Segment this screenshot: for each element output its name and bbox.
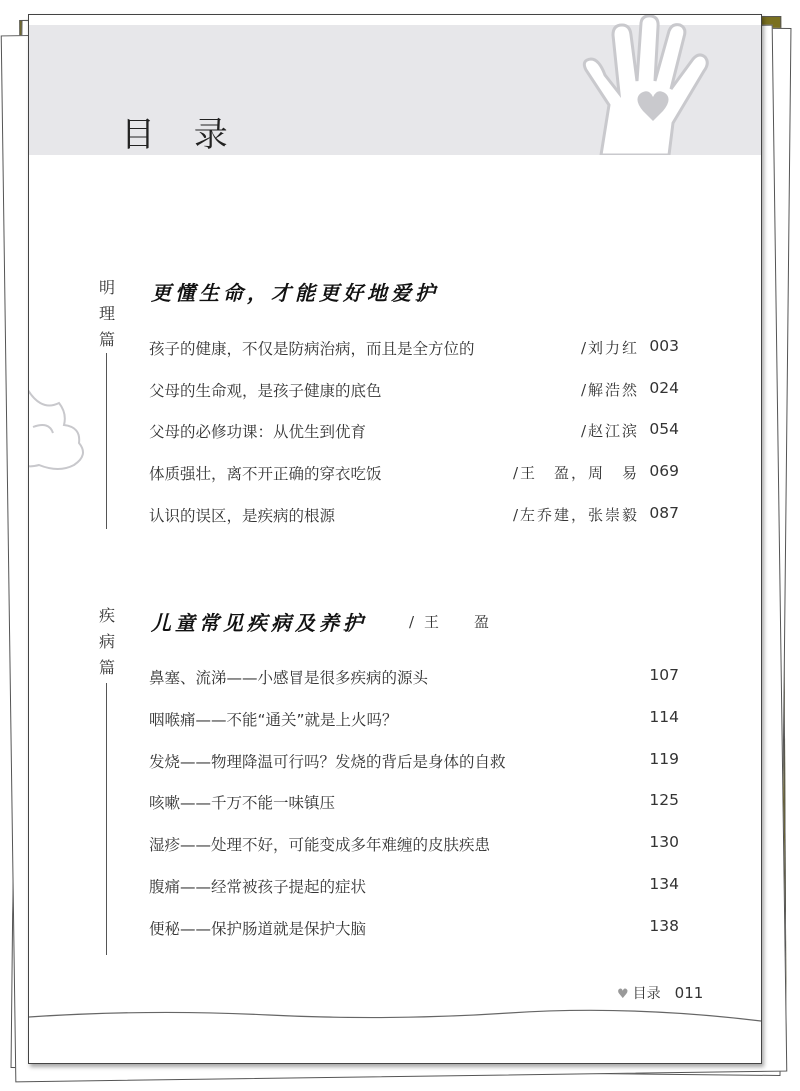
toc-entry[interactable] xyxy=(149,420,679,444)
section-label-char: 理 xyxy=(98,304,115,323)
entry-title: 咳嗽——千万不能一味镇压 xyxy=(149,794,336,812)
entry-title: 鼻塞、流涕——小感冒是很多疾病的源头 xyxy=(149,669,429,687)
entry-page: 003 xyxy=(649,337,679,355)
page-title: 目 录 xyxy=(121,115,242,155)
toc-entry[interactable] xyxy=(149,750,679,774)
entry-title: 体质强壮，离不开正确的穿衣吃饭 xyxy=(149,465,382,483)
entry-page: 125 xyxy=(649,791,679,809)
bottom-wave-divider xyxy=(29,995,761,1035)
entry-title: 发烧——物理降温可行吗？发烧的背后是身体的自救 xyxy=(149,753,506,771)
entry-page: 087 xyxy=(649,504,679,522)
heart-icon: ♥ xyxy=(617,987,629,1002)
entry-page: 024 xyxy=(649,379,679,397)
section-heading: 更懂生命，才能更好地爱护 xyxy=(151,281,439,305)
entry-page: 107 xyxy=(649,666,679,684)
entry-page: 119 xyxy=(649,750,679,768)
entry-author: /赵江滨 xyxy=(580,422,639,440)
toc-entry[interactable] xyxy=(149,666,679,690)
toc-entry[interactable] xyxy=(149,504,679,528)
section-label-char: 篇 xyxy=(98,658,115,677)
toc-entry[interactable] xyxy=(149,708,679,732)
entry-page: 134 xyxy=(649,875,679,893)
toc-entry[interactable] xyxy=(149,875,679,899)
footer-label: 目录 xyxy=(632,986,661,1002)
entry-title: 便秘——保护肠道就是保护大脑 xyxy=(149,920,367,938)
hand-heart-icon xyxy=(531,15,761,155)
entry-title: 孩子的健康，不仅是防病治病，而且是全方位的 xyxy=(149,340,475,358)
section-author: /王 盈 xyxy=(409,613,500,631)
entry-title: 父母的必修功课：从优生到优育 xyxy=(149,423,367,441)
entry-author: /解浩然 xyxy=(580,381,639,399)
section-label-char: 病 xyxy=(98,632,115,651)
entry-author: /刘力红 xyxy=(580,339,639,357)
section-divider xyxy=(106,353,107,529)
section-label-char: 疾 xyxy=(98,606,115,625)
entry-title: 父母的生命观，是孩子健康的底色 xyxy=(149,382,382,400)
toc-entry[interactable] xyxy=(149,337,679,361)
entry-page: 054 xyxy=(649,420,679,438)
entry-title: 认识的误区，是疾病的根源 xyxy=(149,507,336,525)
section-label-jibing xyxy=(97,603,117,681)
entry-title: 咽喉痛——不能“通关”就是上火吗？ xyxy=(149,711,398,729)
toc-entry[interactable] xyxy=(149,791,679,815)
toc-entry[interactable] xyxy=(149,833,679,857)
entry-page: 114 xyxy=(649,708,679,726)
footer-page-number: 011 xyxy=(674,984,704,1002)
entry-page: 069 xyxy=(649,462,679,480)
toc-page xyxy=(28,14,762,1064)
entry-page: 138 xyxy=(649,917,679,935)
section-divider xyxy=(106,683,107,955)
section-label-char: 篇 xyxy=(98,330,115,349)
section-label-char: 明 xyxy=(98,278,115,297)
entry-author: /左乔建，张崇毅 xyxy=(512,506,639,524)
toc-entry[interactable] xyxy=(149,379,679,403)
section-heading: 儿童常见疾病及养护 xyxy=(151,611,367,635)
entry-page: 130 xyxy=(649,833,679,851)
toc-entry[interactable] xyxy=(149,462,679,486)
section-label-mingli xyxy=(97,275,117,353)
toc-entry[interactable] xyxy=(149,917,679,941)
cloud-icon xyxy=(28,373,99,483)
entry-title: 腹痛——经常被孩子提起的症状 xyxy=(149,878,367,896)
entry-title: 湿疹——处理不好，可能变成多年难缠的皮肤疾患 xyxy=(149,836,491,854)
entry-author: /王 盈，周 易 xyxy=(512,464,639,482)
